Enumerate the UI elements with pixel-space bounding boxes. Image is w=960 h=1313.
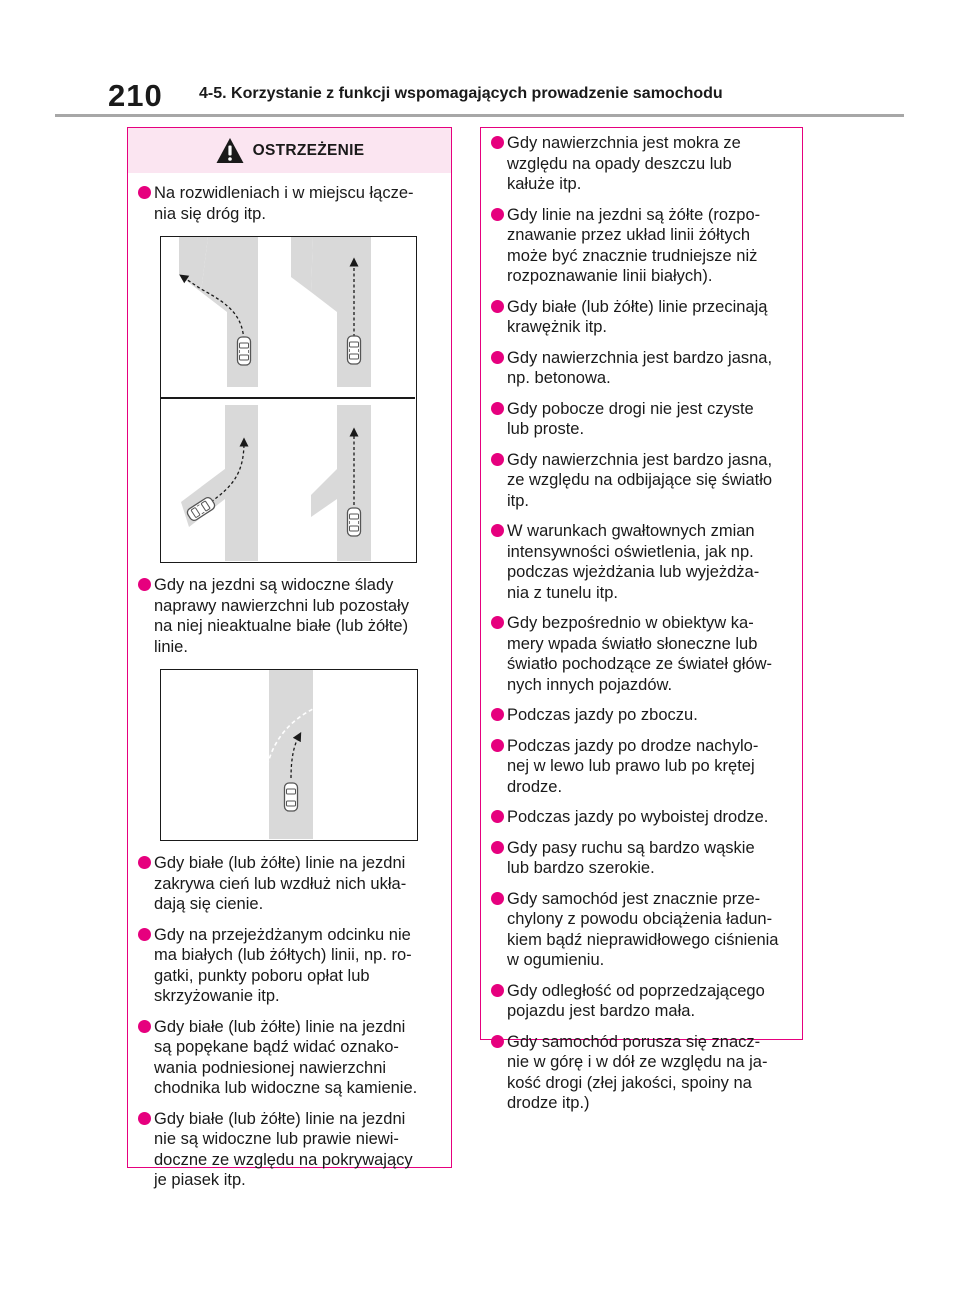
section-title: 4-5. Korzystanie z funkcji wspomagających prowadzenie samochodu <box>199 85 723 102</box>
bullet-icon <box>491 402 504 415</box>
list-item-text: Gdy na jezdni są widoczne ślady naprawy nawierzchni lub pozostały na niej nieaktualne białe (lub żółte) linie. <box>154 576 409 656</box>
list-item <box>138 575 443 657</box>
bullet-icon <box>138 856 151 869</box>
list-item-text: Gdy nawierzchnia jest bardzo jasna, np. betonowa. <box>507 348 773 387</box>
warning-box-left <box>127 127 452 1189</box>
old-lane-lines-illustration <box>160 669 418 841</box>
bullet-icon <box>491 208 504 221</box>
bullet-icon <box>491 739 504 752</box>
list-item-text: Podczas jazdy po zboczu. <box>507 706 698 724</box>
bullet-icon <box>491 524 504 537</box>
warning-title: OSTRZEŻENIE <box>252 141 365 159</box>
list-item-text: Gdy białe (lub żółte) linie na jezdni nie są widoczne lub prawie niewi- doczne ze względu na pokrywający je piasek itp. <box>154 1109 413 1189</box>
bullet-icon <box>491 453 504 466</box>
list-item-text: Gdy nawierzchnia jest mokra ze względu na opady deszczu lub kałuże itp. <box>507 134 741 193</box>
list-item-text: Gdy pasy ruchu są bardzo wąskie lub bardzo szerokie. <box>507 838 755 877</box>
bullet-icon <box>491 136 504 149</box>
road-fork-illustration <box>160 236 417 563</box>
list-item-text: W warunkach gwałtownych zmian intensywności oświetlenia, jak np. podczas wjeżdżania lub wyjeżdża- nia z tunelu itp. <box>507 522 760 602</box>
warning-list-right <box>481 133 802 1114</box>
list-item <box>491 613 794 695</box>
bullet-icon <box>491 892 504 905</box>
list-item <box>491 889 794 971</box>
list-item <box>138 853 443 915</box>
bullet-icon <box>138 1112 151 1125</box>
page-number: 210 <box>108 78 163 113</box>
warning-list-left <box>128 183 451 1191</box>
list-item <box>491 348 794 389</box>
list-item <box>138 925 443 1007</box>
bullet-icon <box>138 578 151 591</box>
list-item-text: Gdy samochód porusza się znacz- nie w górę i w dół ze względu na ja- kość drogi (złej jakości, spoiny na drodze itp.) <box>507 1032 768 1112</box>
list-item <box>491 297 794 338</box>
bullet-icon <box>491 984 504 997</box>
bullet-icon <box>138 1020 151 1033</box>
list-item-text: Podczas jazdy po wyboistej drodze. <box>507 808 769 826</box>
bullet-icon <box>491 300 504 313</box>
list-item <box>491 1032 794 1114</box>
bullet-icon <box>138 928 151 941</box>
list-item <box>491 736 794 798</box>
list-item <box>491 838 794 879</box>
list-item-text: Gdy odległość od poprzedzającego pojazdu jest bardzo mała. <box>507 981 765 1020</box>
list-item-text: Podczas jazdy po drodze nachylo- nej w lewo lub prawo lub po krętej drodze. <box>507 736 759 796</box>
list-item <box>491 981 794 1022</box>
page-header <box>108 78 908 118</box>
list-item <box>138 1017 443 1099</box>
list-item <box>138 1109 443 1191</box>
bullet-icon <box>491 351 504 364</box>
bullet-icon <box>138 186 151 199</box>
list-item <box>138 183 443 224</box>
list-item <box>491 521 794 603</box>
list-item-text: Gdy białe (lub żółte) linie przecinają krawężnik itp. <box>507 297 768 336</box>
list-item-text: Gdy białe (lub żółte) linie na jezdni zakrywa cień lub wzdłuż nich ukła- dają się cienie. <box>154 854 407 913</box>
list-item-text: Gdy bezpośrednio w obiektyw ka- mery wpada światło słoneczne lub światło pochodzące ze świateł głów- nych innych pojazdów. <box>507 614 773 694</box>
warning-box-right <box>480 127 803 1112</box>
list-item <box>491 807 794 828</box>
bullet-icon <box>491 841 504 854</box>
list-item <box>491 205 794 287</box>
bullet-icon <box>491 810 504 823</box>
list-item <box>491 450 794 512</box>
header-rule <box>55 114 904 117</box>
list-item-text: Gdy nawierzchnia jest bardzo jasna, ze względu na odbijające się światło itp. <box>507 450 773 510</box>
list-item-text: Na rozwidleniach i w miejscu łącze- nia się dróg itp. <box>154 184 414 223</box>
list-item-text: Gdy linie na jezdni są żółte (rozpo- znawanie przez układ linii żółtych może być znacznie trudniejsze niż rozpoznawanie linii białych). <box>507 205 761 285</box>
bullet-icon <box>491 708 504 721</box>
list-item-text: Gdy samochód jest znacznie prze- chylony z powodu obciążenia ładun- kiem bądź nieprawidłowego ciśnienia w ogumieniu. <box>507 889 779 969</box>
warning-header <box>128 128 451 173</box>
list-item-text: Gdy pobocze drogi nie jest czyste lub proste. <box>507 399 754 438</box>
list-item-text: Gdy na przejeżdżanym odcinku nie ma białych (lub żółtych) linii, np. ro- gatki, punkty poboru opłat lub skrzyżowanie itp. <box>154 925 412 1005</box>
warning-triangle-icon <box>215 136 245 166</box>
list-item-text: Gdy białe (lub żółte) linie na jezdni są popękane bądź widać oznako- wania podniesionej nawierzchni chodnika lub widoczne są kamienie. <box>154 1017 418 1097</box>
list-item <box>491 399 794 440</box>
bullet-icon <box>491 616 504 629</box>
bullet-icon <box>491 1035 504 1048</box>
list-item <box>491 705 794 726</box>
list-item <box>491 133 794 195</box>
road-shape <box>201 237 258 387</box>
